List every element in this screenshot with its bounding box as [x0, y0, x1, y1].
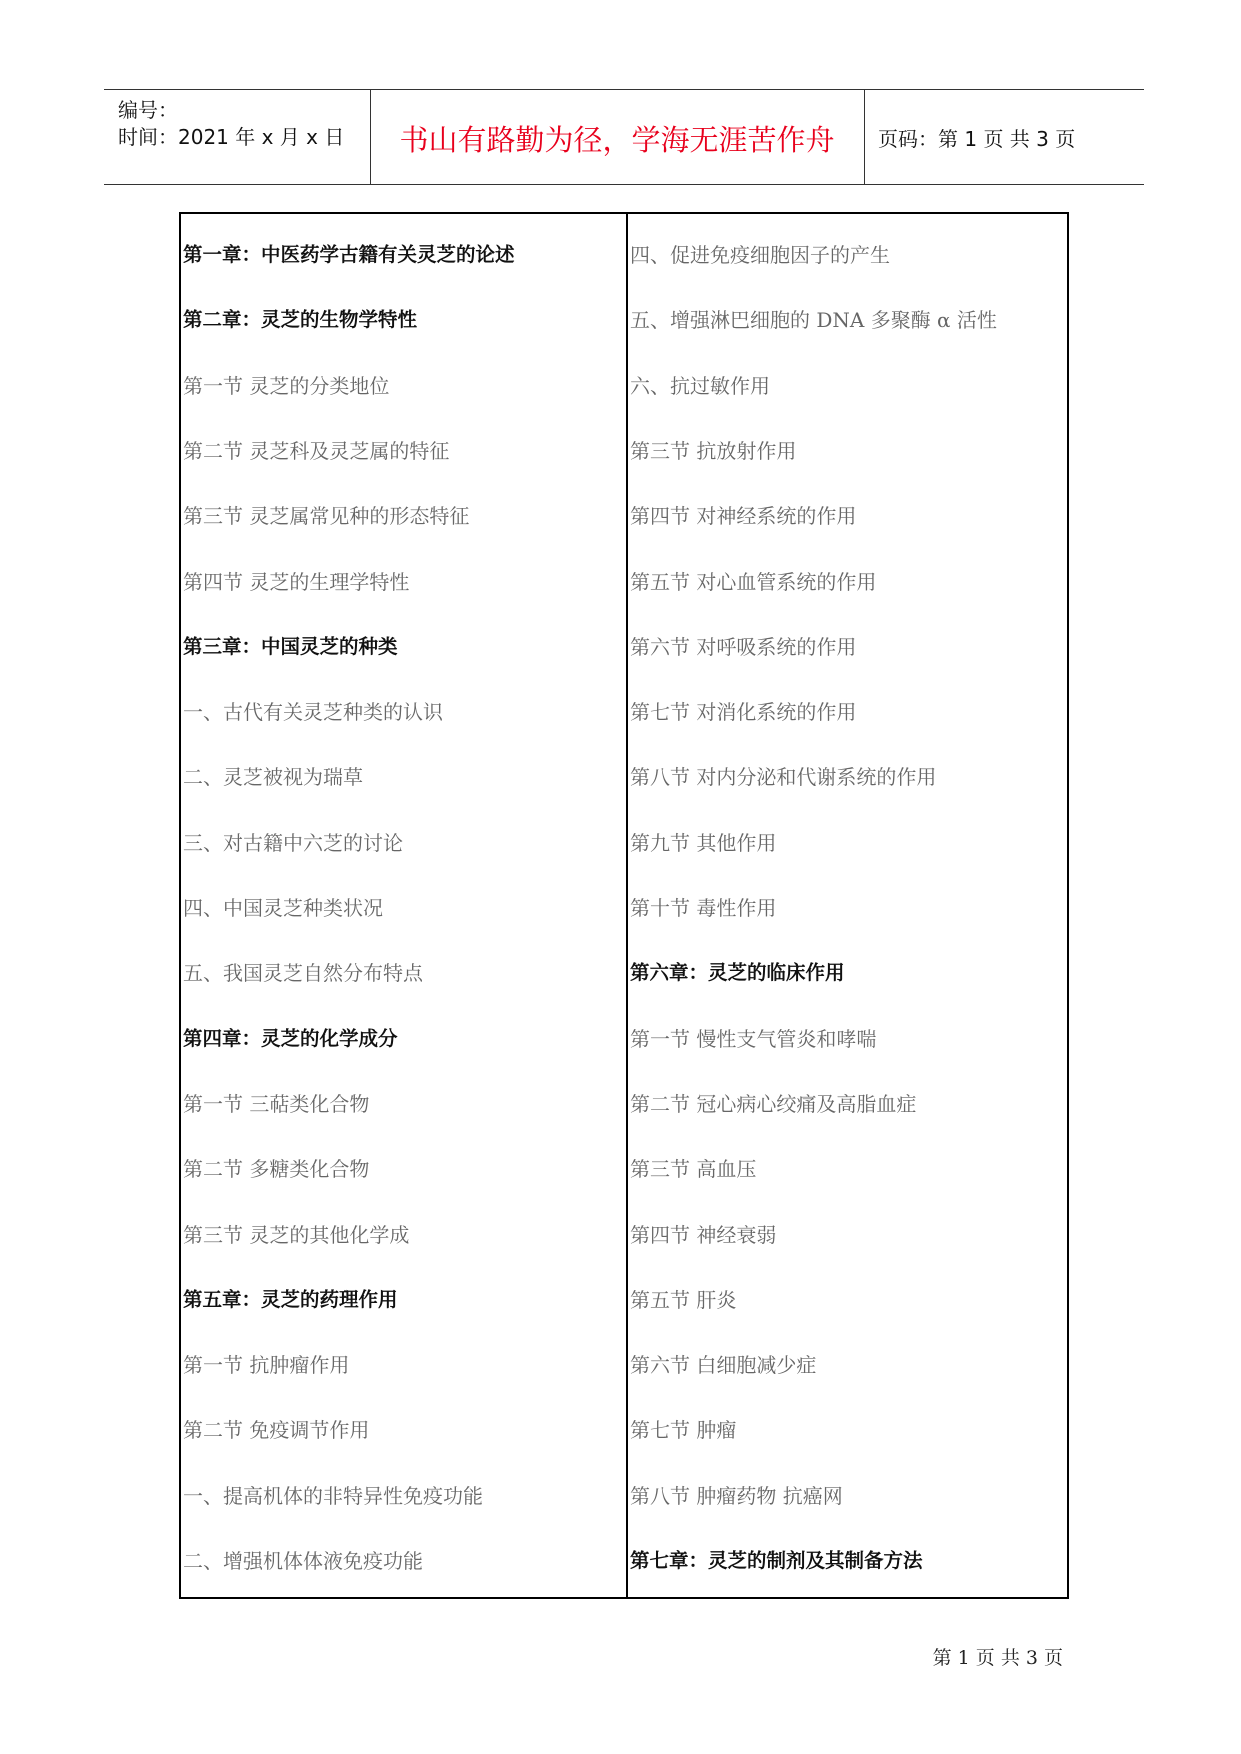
toc-entry: 第二节 冠心病心绞痛及高脂血症: [630, 1091, 917, 1116]
toc-entry: 三、对古籍中六芝的讨论: [183, 830, 403, 855]
toc-entry: 第九节 其他作用: [630, 830, 777, 855]
toc-entry: 四、促进免疫细胞因子的产生: [630, 243, 890, 267]
document-number-label: 编号：: [118, 98, 178, 122]
toc-entry: 二、灵芝被视为瑞草: [183, 765, 363, 790]
toc-entry: 第七节 肿瘤: [630, 1418, 737, 1443]
page-header: [104, 89, 1144, 185]
toc-entry: 第三节 高血压: [630, 1157, 757, 1182]
toc-entry: 第四节 神经衰弱: [630, 1222, 777, 1247]
toc-entry: 第四节 灵芝的生理学特性: [183, 569, 410, 594]
toc-entry: 第五节 肝炎: [630, 1287, 737, 1312]
toc-right-column: [628, 214, 1069, 1597]
toc-entry: 第二节 免疫调节作用: [183, 1418, 370, 1443]
toc-chapter-heading: 第五章：灵芝的药理作用: [183, 1287, 398, 1311]
toc-chapter-heading: 第七章：灵芝的制剂及其制备方法: [630, 1549, 923, 1572]
toc-entry: 第四节 对神经系统的作用: [630, 504, 857, 529]
toc-entry: 第一节 三萜类化合物: [183, 1091, 370, 1116]
toc-entry: 一、古代有关灵芝种类的认识: [183, 700, 443, 725]
toc-entry: 第六节 白细胞减少症: [630, 1353, 817, 1378]
toc-entry: 第八节 对内分泌和代谢系统的作用: [630, 765, 937, 790]
toc-entry: 第三节 抗放射作用: [630, 438, 797, 463]
table-of-contents: [179, 212, 1069, 1599]
toc-entry: 第六节 对呼吸系统的作用: [630, 634, 857, 659]
toc-entry: 第三节 灵芝的其他化学成: [183, 1222, 410, 1247]
toc-entry: 第五节 对心血管系统的作用: [630, 569, 877, 594]
toc-entry: 二、增强机体体液免疫功能: [183, 1549, 423, 1573]
toc-entry: 第一节 灵芝的分类地位: [183, 373, 390, 398]
toc-entry: 六、抗过敏作用: [630, 373, 770, 398]
header-page-cell: [864, 90, 1144, 184]
toc-entry: 第三节 灵芝属常见种的形态特征: [183, 504, 470, 529]
toc-entry: 第十节 毒性作用: [630, 896, 777, 920]
header-meta-cell: [104, 90, 371, 184]
page-footer: 第 1 页 共 3 页: [932, 1647, 1063, 1669]
toc-entry: 第二节 灵芝科及灵芝属的特征: [183, 438, 450, 463]
header-page-code: 页码：第 1 页 共 3 页: [878, 127, 1076, 151]
toc-entry: 一、提高机体的非特异性免疫功能: [183, 1483, 483, 1508]
toc-chapter-heading: 第六章：灵芝的临床作用: [630, 961, 845, 985]
toc-entry: 四、中国灵芝种类状况: [183, 896, 383, 920]
toc-entry: 第二节 多糖类化合物: [183, 1157, 370, 1182]
toc-left-column: [181, 214, 628, 1597]
toc-entry: 第七节 对消化系统的作用: [630, 700, 857, 725]
toc-entry: 第一节 抗肿瘤作用: [183, 1353, 350, 1378]
toc-entry: 第八节 肿瘤药物 抗癌网: [630, 1483, 843, 1508]
toc-chapter-heading: 第三章：中国灵芝的种类: [183, 634, 398, 658]
toc-chapter-heading: 第一章：中医药学古籍有关灵芝的论述: [183, 243, 515, 266]
toc-chapter-heading: 第四章：灵芝的化学成分: [183, 1026, 398, 1050]
header-motto-cell: [370, 90, 865, 184]
toc-entry: 五、我国灵芝自然分布特点: [183, 961, 423, 986]
toc-chapter-heading: 第二章：灵芝的生物学特性: [183, 308, 418, 332]
header-motto: 书山有路勤为径，学海无涯苦作舟: [399, 123, 835, 157]
toc-entry: 五、增强淋巴细胞的 DNA 多聚酶 α 活性: [630, 308, 997, 333]
toc-entry: 第一节 慢性支气管炎和哮喘: [630, 1026, 877, 1051]
document-time-label: 时间：2021 年 x 月 x 日: [118, 125, 345, 149]
